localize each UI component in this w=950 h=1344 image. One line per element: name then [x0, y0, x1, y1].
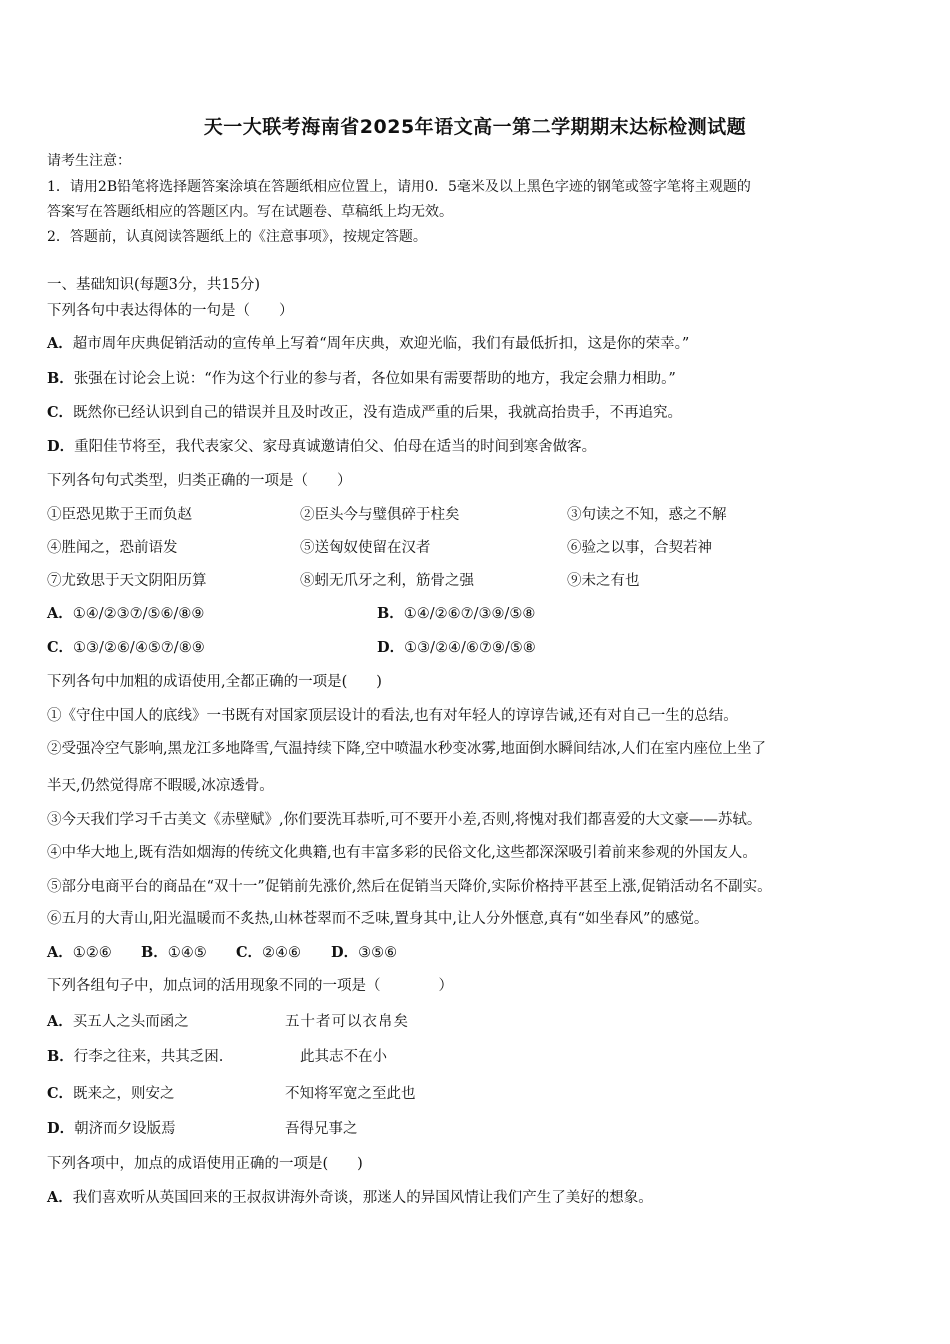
q2-sentence-2: ②臣头今与璧俱碎于柱矣	[300, 507, 460, 523]
q2-sentence-6: ⑥验之以事，合契若神	[567, 540, 712, 556]
q2-option-d	[377, 638, 536, 658]
option-label: A．	[47, 944, 73, 961]
option-text: ①②⑥	[72, 945, 112, 961]
option-label: A．	[47, 1013, 73, 1030]
q3-sentence-6: ⑥五月的大青山,阳光温暖而不炙热,山林苍翠而不乏味,置身其中,让人分外惬意,真有“如坐春风”的感觉。	[47, 911, 709, 927]
option-text: ②④⑥	[262, 945, 302, 961]
option-label: A．	[47, 605, 73, 622]
q1-option-a	[47, 334, 689, 354]
option-text: ①④/②⑥⑦/③⑨/⑤⑧	[403, 606, 536, 622]
notice-heading: 请考生注意：	[47, 153, 131, 169]
option-text: ①④/②③⑦/⑤⑥/⑧⑨	[72, 606, 205, 622]
option-label: B．	[141, 944, 168, 961]
notice-item-2: 2．答题前，认真阅读答题纸上的《注意事项》，按规定答题。	[47, 229, 427, 245]
q4-option-d	[47, 1119, 176, 1139]
q2-sentence-3: ③句读之不知，惑之不解	[567, 507, 727, 523]
q3-sentence-3: ③今天我们学习千古美文《赤壁赋》,你们要洗耳恭听,可不要开小差,否则,将愧对我们都喜爱的大文豪——苏轼。	[47, 812, 762, 828]
option-text: 超市周年庆典促销活动的宣传单上写着“周年庆典，欢迎光临，我们有最低折扣，这是你的荣幸。”	[72, 336, 690, 352]
option-text: 张强在讨论会上说：“作为这个行业的参与者，各位如果有需要帮助的地方，我定会鼎力相助。”	[73, 371, 676, 387]
q5-option-a	[47, 1188, 653, 1208]
option-text: 重阳佳节将至，我代表家父、家母真诚邀请伯父、伯母在适当的时间到寒舍做客。	[74, 439, 597, 455]
q3-stem: 下列各句中加粗的成语使用,全都正确的一项是( )	[47, 674, 382, 690]
option-label: C．	[236, 944, 263, 961]
q3-option-d	[331, 943, 397, 963]
option-text: ①④⑤	[167, 945, 207, 961]
q2-sentence-9: ⑨未之有也	[567, 573, 640, 589]
q2-option-c	[47, 638, 205, 658]
q1-option-c	[47, 403, 682, 423]
q5-stem: 下列各项中，加点的成语使用正确的一项是( )	[47, 1156, 363, 1172]
q2-sentence-8: ⑧蚓无爪牙之利，筋骨之强	[300, 573, 474, 589]
option-label: D．	[47, 438, 75, 455]
option-label: D．	[377, 639, 405, 656]
q3-sentence-2a: ②受强冷空气影响,黑龙江多地降雪,气温持续下降,空中喷温水秒变冰雾,地面倒水瞬间结冰,人们在室内座位上坐了	[47, 741, 767, 757]
option-label: C．	[47, 404, 74, 421]
option-label: C．	[47, 639, 74, 656]
q3-option-b	[141, 943, 207, 963]
option-text: 既来之，则安之	[73, 1086, 175, 1102]
q3-option-c	[236, 943, 301, 963]
q3-sentence-5: ⑤部分电商平台的商品在“双十一”促销前先涨价,然后在促销当天降价,实际价格持平甚至上涨,促销活动名不副实。	[47, 879, 772, 895]
notice-item-1b: 答案写在答题纸相应的答题区内。写在试题卷、草稿纸上均无效。	[47, 204, 453, 220]
section-heading: 一、基础知识(每题3分，共15分)	[47, 277, 260, 293]
q4-option-c-pair: 不知将军宽之至此也	[285, 1086, 416, 1102]
q3-sentence-4: ④中华大地上,既有浩如烟海的传统文化典籍,也有丰富多彩的民俗文化,这些都深深吸引着前来参观的外国友人。	[47, 845, 757, 861]
page-title: 天一大联考海南省2025年语文高一第二学期期末达标检测试题	[203, 116, 747, 138]
q1-option-d	[47, 437, 596, 457]
option-text: 我们喜欢听从英国回来的王叔叔讲海外奇谈，那迷人的异国风情让我们产生了美好的想象。	[72, 1190, 653, 1206]
option-text: ①③/②④/⑥⑦⑨/⑤⑧	[404, 640, 536, 656]
option-text: 朝济而夕设版焉	[74, 1121, 176, 1137]
q2-sentence-4: ④胜闻之，恐前语发	[47, 540, 178, 556]
option-label: D．	[331, 944, 359, 961]
option-text: ③⑤⑥	[358, 945, 398, 961]
q4-option-d-pair: 吾得兄事之	[285, 1121, 358, 1137]
option-text: 行李之往来，共其乏困.	[73, 1049, 224, 1065]
q4-option-c	[47, 1084, 175, 1104]
option-label: C．	[47, 1085, 74, 1102]
q4-stem: 下列各组句子中，加点词的活用现象不同的一项是（ ）	[47, 978, 453, 994]
q2-option-a	[47, 604, 204, 624]
option-text: 买五人之头而函之	[72, 1014, 189, 1030]
option-label: B．	[377, 605, 404, 622]
q1-stem: 下列各句中表达得体的一句是（ ）	[47, 303, 294, 319]
q2-stem: 下列各句句式类型，归类正确的一项是（ ）	[47, 473, 352, 489]
option-label: A．	[47, 335, 73, 352]
q2-option-b	[377, 604, 535, 624]
q4-option-a-pair: 五十者可以衣帛矣	[285, 1014, 409, 1030]
option-label: B．	[47, 370, 74, 387]
notice-item-1a: 1．请用2B铅笔将选择题答案涂填在答题纸相应位置上，请用0．5毫米及以上黑色字迹的钢笔或签字笔将主观题的	[47, 179, 751, 195]
q2-sentence-5: ⑤送匈奴使留在汉者	[300, 540, 431, 556]
q2-sentence-1: ①臣恐见欺于王而负赵	[47, 507, 192, 523]
option-label: D．	[47, 1120, 75, 1137]
q4-option-b	[47, 1047, 223, 1067]
q3-sentence-2b: 半天,仍然觉得席不暇暖,冰凉透骨。	[47, 778, 274, 794]
q4-option-a	[47, 1012, 189, 1032]
q3-option-a	[47, 943, 112, 963]
option-label: A．	[47, 1189, 73, 1206]
option-text: 既然你已经认识到自己的错误并且及时改正，没有造成严重的后果，我就高抬贵手，不再追究。	[73, 405, 683, 421]
option-label: B．	[47, 1048, 74, 1065]
q1-option-b	[47, 369, 676, 389]
option-text: ①③/②⑥/④⑤⑦/⑧⑨	[73, 640, 205, 656]
q2-sentence-7: ⑦尤致思于天文阴阳历算	[47, 573, 207, 589]
q4-option-b-pair: 此其志不在小	[300, 1049, 387, 1065]
q3-sentence-1: ①《守住中国人的底线》一书既有对国家顶层设计的看法,也有对年轻人的谆谆告诫,还有对自己一生的总结。	[47, 708, 738, 724]
